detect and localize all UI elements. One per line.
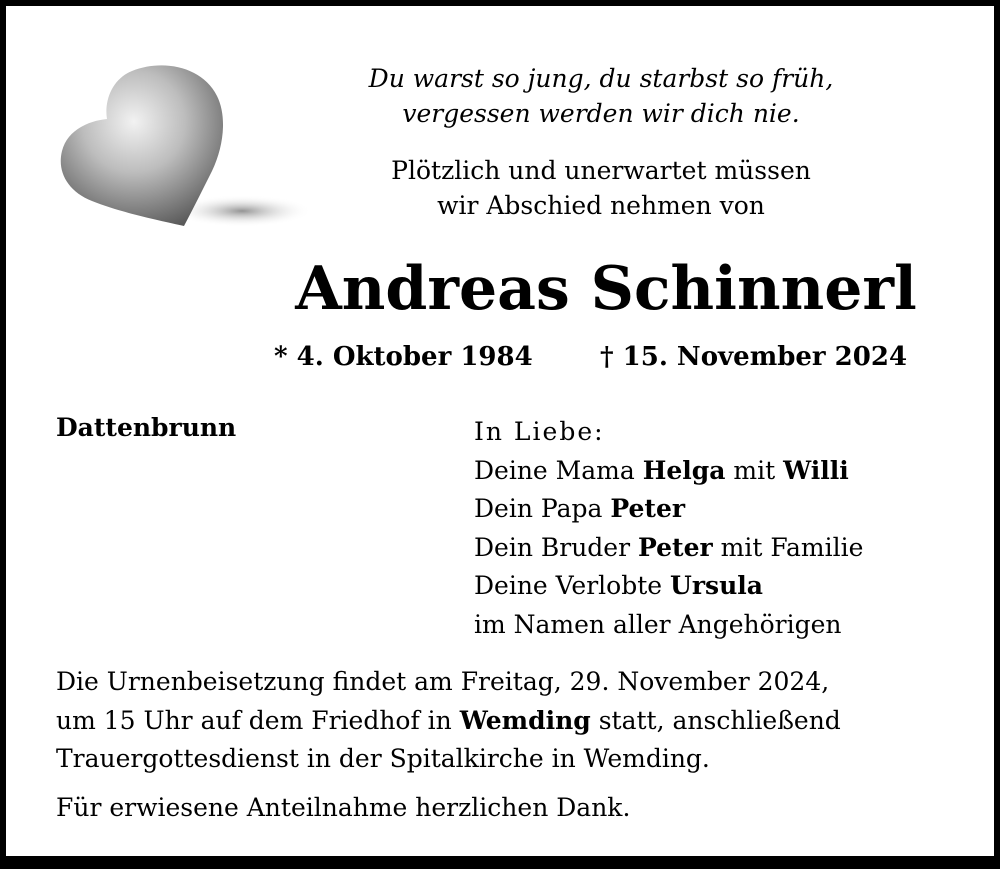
family-line-father: Dein Papa Peter	[474, 494, 686, 523]
death-date: † 15. November 2024	[600, 342, 908, 372]
burial-line-2: um 15 Uhr auf dem Friedhof in Wemding statt, anschließend	[56, 705, 841, 735]
memorial-verse	[306, 61, 896, 131]
obituary-card	[6, 6, 994, 856]
verse-line-1: Du warst so jung, du starbst so früh,	[368, 64, 834, 93]
family-line-mother: Deine Mama Helga mit Willi	[474, 455, 849, 485]
family-heading: In Liebe:	[474, 417, 605, 446]
place-name: Dattenbrunn	[56, 413, 237, 442]
deceased-name: Andreas Schinnerl	[295, 254, 917, 324]
burial-line-3: Trauergottesdienst in der Spitalkirche in Wemding.	[56, 744, 710, 773]
announcement-intro	[306, 153, 896, 223]
burial-line-1: Die Urnenbeisetzung findet am Freitag, 29. November 2024,	[56, 667, 830, 696]
family-line-closing: im Namen aller Angehörigen	[474, 609, 842, 639]
heart-icon	[52, 61, 317, 241]
intro-line-1: Plötzlich und unerwartet müssen	[391, 156, 811, 185]
verse-line-2: vergessen werden wir dich nie.	[402, 99, 800, 128]
burial-notice	[56, 663, 841, 779]
family-signatures	[474, 413, 863, 644]
family-line-brother: Dein Bruder Peter mit Familie	[474, 532, 864, 562]
intro-line-2: wir Abschied nehmen von	[437, 191, 765, 220]
thanks-note: Für erwiesene Anteilnahme herzlichen Dank.	[56, 793, 631, 822]
family-line-fiancee: Deine Verlobte Ursula	[474, 571, 763, 600]
birth-date: * 4. Oktober 1984	[274, 342, 533, 372]
